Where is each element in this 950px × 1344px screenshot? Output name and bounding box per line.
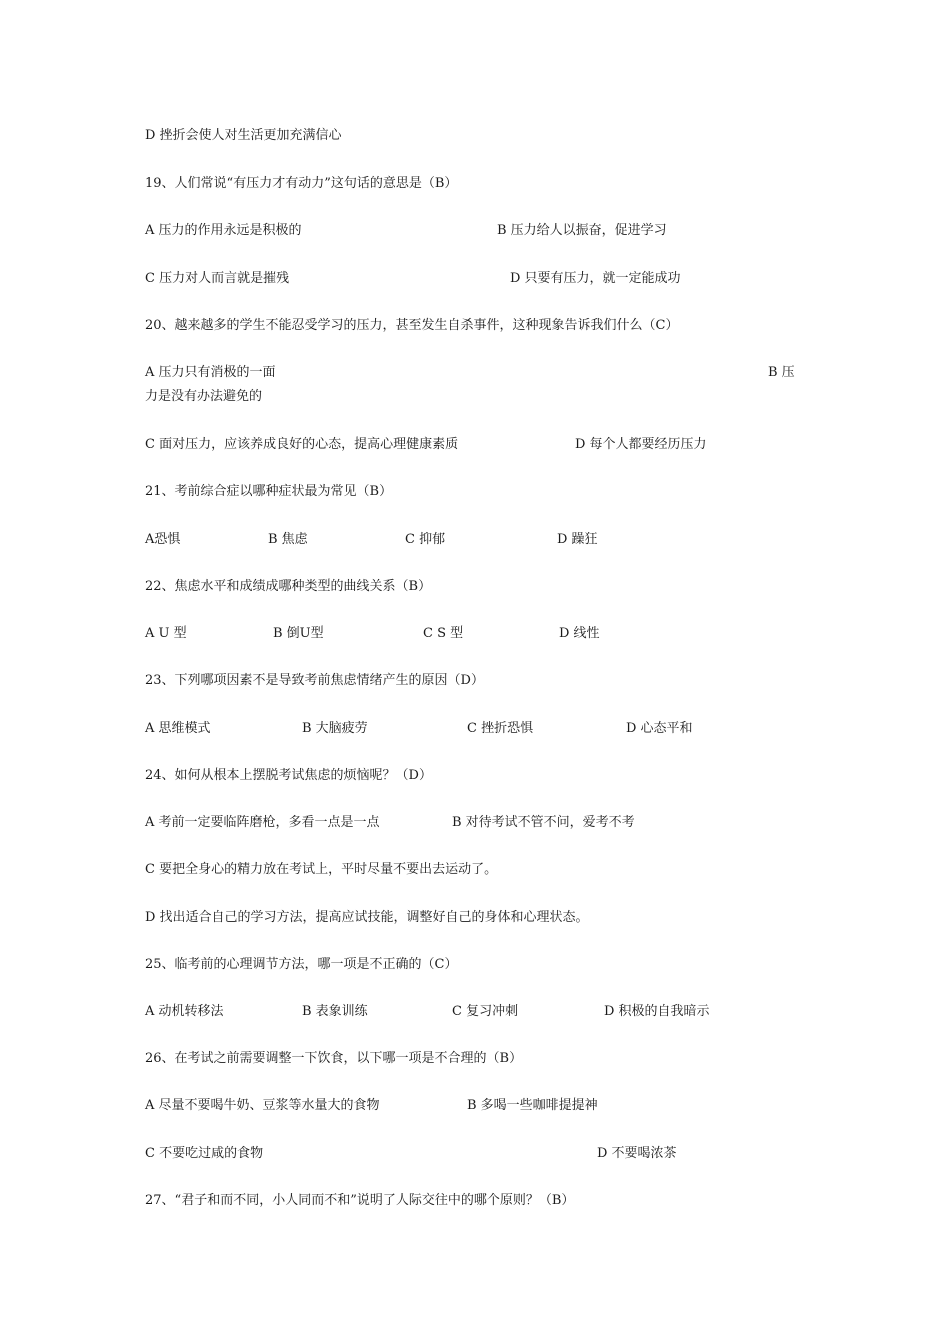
option-22-b: B 倒U型 bbox=[273, 626, 324, 641]
question-19: 19、人们常说“有压力才有动力”这句话的意思是（B） bbox=[145, 176, 458, 191]
option-19-a: A 压力的作用永远是积极的 bbox=[145, 223, 302, 238]
question-27: 27、“君子和而不同，小人同而不和”说明了人际交往中的哪个原则？（B） bbox=[145, 1193, 575, 1208]
option-21-b: B 焦虑 bbox=[268, 532, 308, 547]
option-22-a: A U 型 bbox=[145, 626, 187, 641]
question-20: 20、越来越多的学生不能忍受学习的压力，甚至发生自杀事件，这种现象告诉我们什么（C） bbox=[145, 318, 679, 333]
question-24: 24、如何从根本上摆脱考试焦虑的烦恼呢？（D） bbox=[145, 768, 432, 783]
option-26-d: D 不要喝浓茶 bbox=[597, 1146, 677, 1161]
option-24-c: C 要把全身心的精力放在考试上，平时尽量不要出去运动了。 bbox=[145, 862, 498, 877]
question-22: 22、焦虑水平和成绩成哪种类型的曲线关系（B） bbox=[145, 579, 432, 594]
option-26-b: B 多喝一些咖啡提提神 bbox=[467, 1098, 598, 1113]
question-25: 25、临考前的心理调节方法，哪一项是不正确的（C） bbox=[145, 957, 458, 972]
option-19-b: B 压力给人以振奋，促进学习 bbox=[497, 223, 667, 238]
option-25-b: B 表象训练 bbox=[302, 1004, 368, 1019]
option-20-d: D 每个人都要经历压力 bbox=[575, 437, 707, 452]
option-25-d: D 积极的自我暗示 bbox=[604, 1004, 710, 1019]
question-23: 23、下列哪项因素不是导致考前焦虑情绪产生的原因（D） bbox=[145, 673, 484, 688]
option-21-d: D 躁狂 bbox=[557, 532, 598, 547]
question-26: 26、在考试之前需要调整一下饮食，以下哪一项是不合理的（B） bbox=[145, 1051, 523, 1066]
option-25-c: C 复习冲刺 bbox=[452, 1004, 519, 1019]
option-22-c: C S 型 bbox=[423, 626, 464, 641]
option-19-d: D 只要有压力，就一定能成功 bbox=[510, 271, 681, 286]
option-26-a: A 尽量不要喝牛奶、豆浆等水量大的食物 bbox=[145, 1098, 380, 1113]
option-19-c: C 压力对人而言就是摧残 bbox=[145, 271, 290, 286]
option-20-b: B 压 bbox=[768, 365, 795, 380]
option-24-d: D 找出适合自己的学习方法，提高应试技能，调整好自己的身体和心理状态。 bbox=[145, 910, 589, 925]
option-23-c: C 挫折恐惧 bbox=[467, 721, 534, 736]
question-21: 21、考前综合症以哪种症状最为常见（B） bbox=[145, 484, 393, 499]
option-20-b-continued: 力是没有办法避免的 bbox=[145, 389, 263, 404]
option-21-c: C 抑郁 bbox=[405, 532, 446, 547]
option-23-d: D 心态平和 bbox=[626, 721, 693, 736]
option-23-a: A 思维模式 bbox=[145, 721, 211, 736]
option-20-c: C 面对压力，应该养成良好的心态，提高心理健康素质 bbox=[145, 437, 459, 452]
option-25-a: A 动机转移法 bbox=[145, 1004, 224, 1019]
option-23-b: B 大脑疲劳 bbox=[302, 721, 368, 736]
option-20-a: A 压力只有消极的一面 bbox=[145, 365, 276, 380]
option-24-b: B 对待考试不管不问，爱考不考 bbox=[452, 815, 635, 830]
option-22-d: D 线性 bbox=[559, 626, 600, 641]
option-26-c: C 不要吃过咸的食物 bbox=[145, 1146, 264, 1161]
option-24-a: A 考前一定要临阵磨枪，多看一点是一点 bbox=[145, 815, 380, 830]
option-line: D 挫折会使人对生活更加充满信心 bbox=[145, 128, 342, 143]
option-21-a: A恐惧 bbox=[145, 532, 181, 547]
